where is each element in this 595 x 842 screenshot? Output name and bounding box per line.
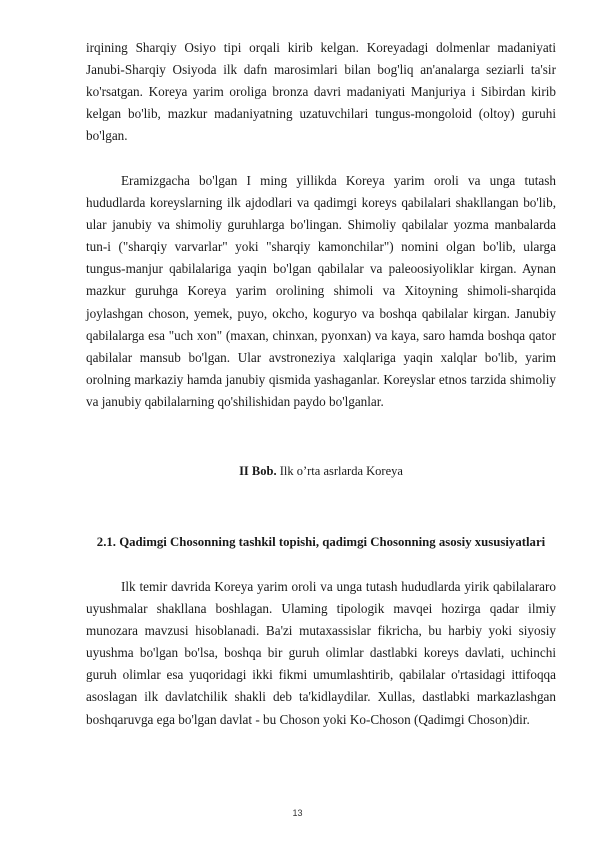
paragraph-iron-age: Ilk temir davrida Koreya yarim oroli va unga tutash hududlarda yirik qabilalararo uyushmalar shakllana boshlagan. Ulaming tipologik mavqei hozirga qadar ilmiy munozara mavzusi hisoblanadi. Ba'zi mutaxassislar fikricha, bu harbiy yoki siyosiy uyushma bo'lgan bo'lsa, boshqa bir guruh olimlar dastlabki koreys davlati, uchinchi guruh olimlar esa yuqoridagi ikki fikmi umumlashtirib, qabilalar o'rtasidagi ittifoqqa asoslagan ilk davlatchilik shakli deb ta'kidlaydilar. Xullas, dastlabki markazlashgan boshqaruvga ega bo'lgan davlat - bu Choson yoki Ko-Choson (Qadimgi Choson)dir. [86,579,556,727]
chapter-number: II Bob. [239,464,277,478]
chapter-title: Ilk o’rta asrlarda Koreya [276,464,403,478]
page-number: 13 [292,808,303,818]
chapter-heading [86,463,556,479]
paragraph-intro: irqining Sharqiy Osiyo tipi orqali kirib kelgan. Koreyadagi dolmenlar madaniyati Janubi-Sharqiy Osiyoda ilk dafn marosimlari bilan bog'liq an'analarga seziarli ta'sir ko'rsatgan. Koreya yarim oroliga bronza davri madaniyati Manjuriya i Sibirdan kirib kelgan bo'lib, mazkur madaniyatning uzatuvchilari tungus-mongoloid (oltoy) guruhi bo'lgan. [86,40,556,144]
paragraph-tribes: Eramizgacha bo'lgan I ming yillikda Koreya yarim oroli va unga tutash hududlarda koreyslarning ilk ajdodlari va qadimgi koreys qabilalari shakllangan bo'lib, ular janubiy va shimoliy guruhlarga bo'lingan. Shimoliy qabilalar yozma manbalarda tun-i ("sharqiy varvarlar" yoki "sharqiy kamonchilar") nomini olgan bo'lib, ularga tungus-manjur qabilalariga yaqin bo'lgan qabilalar va paleoosiyoliklar kirgan. Aynan mazkur guruhga Koreya yarim orolining shimoli va Xitoyning shimoli-sharqida joylashgan choson, yemek, puyo, okcho, koguryo va boshqa qabilalar kirgan. Janubiy qabilalarga esa "uch xon" (maxan, chinxan, pyonxan) va kaya, saro hamda boshqa qator qabilalar mansub bo'lgan. Ular avstroneziya xalqlariga yaqin xalqlar bo'lib, yarim orolning markaziy hamda janubiy qismida yashaganlar. Koreyslar etnos tarzida shimoliy va janubiy qabilalarning qo'shilishidan paydo bo'lganlar. [86,173,556,409]
section-heading: 2.1. Qadimgi Chosonning tashkil topishi, qadimgi Chosonning asosiy xususiyatlari [96,535,546,549]
